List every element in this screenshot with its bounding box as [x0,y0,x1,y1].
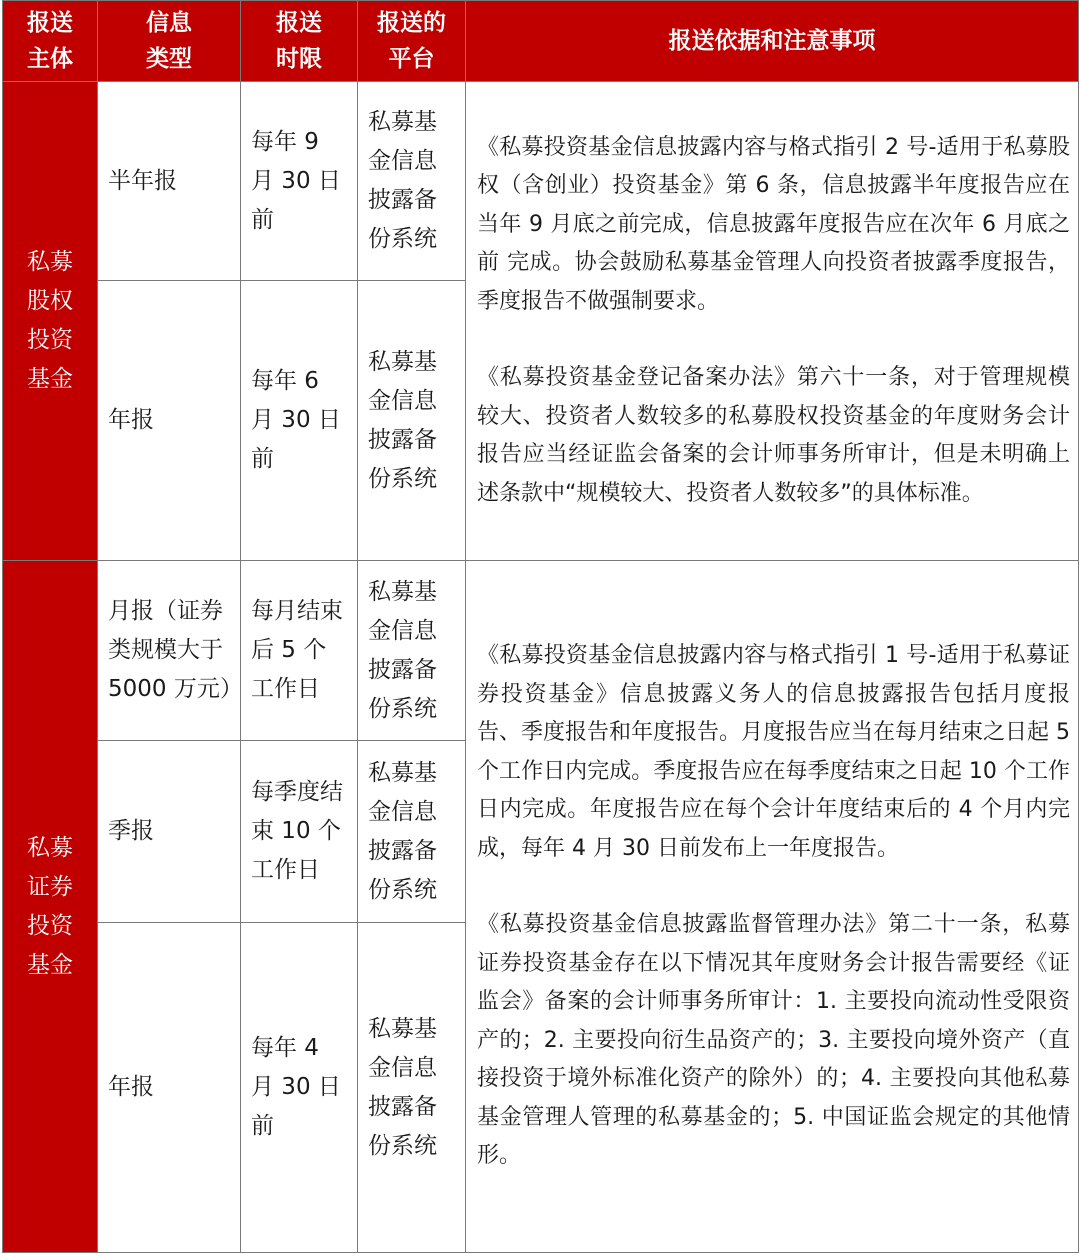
header-type: 信息类型 [98,1,241,82]
deadline: 每年 6 月 30 日前 [241,281,358,561]
info-type: 年报 [98,923,241,1253]
platform: 私募基金信息披露备份系统 [358,741,466,923]
deadline: 每月结束后 5 个工作日 [241,561,358,741]
deadline: 每年 9 月 30 日前 [241,82,358,281]
platform: 私募基金信息披露备份系统 [358,82,466,281]
platform: 私募基金信息披露备份系统 [358,281,466,561]
info-type: 半年报 [98,82,241,281]
table-row [3,82,1079,281]
header-deadline: 报送时限 [241,1,358,82]
header-platform: 报送的平台 [358,1,466,82]
basis-notes-securities [466,561,1079,1253]
note-paragraph: 《私募投资基金信息披露监督管理办法》第二十一条，私募证券投资基金存在以下情况其年度财务会计报告需要经《证监会》备案的会计师事务所审计：1. 主要投向流动性受限资产的；2. 主要投向衍生品资产的；3. 主要投向境外资产（直接投资于境外标准化资产的除外）的；4. 主要投向其他私募基金管理人管理的私募基金的；5. 中国证监会规定的其他情形。 [477,912,1070,1169]
info-type: 年报 [98,281,241,561]
disclosure-table [2,0,1079,1253]
header-row [3,1,1079,82]
table-row [3,561,1079,741]
note-paragraph: 《私募投资基金信息披露内容与格式指引 2 号-适用于私募股权（含创业）投资基金》第 6 条，信息披露半年度报告应在当年 9 月底之前完成，信息披露年度报告应在次年 6 月底之前 完成。协会鼓励私募基金管理人向投资者披露季度报告，季度报告不做强制要求。 [477,134,1070,314]
header-basis: 报送依据和注意事项 [466,1,1079,82]
note-paragraph: 《私募投资基金登记备案办法》第六十一条，对于管理规模较大、投资者人数较多的私募股权投资基金的年度财务会计报告应当经证监会备案的会计师事务所审计，但是未明确上述条款中“规模较大、投资者人数较多”的具体标准。 [477,365,1070,506]
header-entity: 报送主体 [3,1,98,82]
entity-equity: 私募股权投资基金 [3,82,98,561]
platform: 私募基金信息披露备份系统 [358,561,466,741]
basis-notes-equity [466,82,1079,561]
info-type: 季报 [98,741,241,923]
entity-securities: 私募证券投资基金 [3,561,98,1253]
deadline: 每年 4 月 30 日前 [241,923,358,1253]
platform: 私募基金信息披露备份系统 [358,923,466,1253]
deadline: 每季度结束 10 个工作日 [241,741,358,923]
info-type: 月报（证券类规模大于 5000 万元） [98,561,241,741]
note-paragraph: 《私募投资基金信息披露内容与格式指引 1 号-适用于私募证券投资基金》信息披露义务人的信息披露报告包括月度报告、季度报告和年度报告。月度报告应当在每月结束之日起 5 个工作日内完成。季度报告应在每季度结束之日起 10 个工作日内完成。年度报告应在每个会计年度结束后的 4 个月内完成，每年 4 月 30 日前发布上一年度报告。 [477,643,1070,861]
